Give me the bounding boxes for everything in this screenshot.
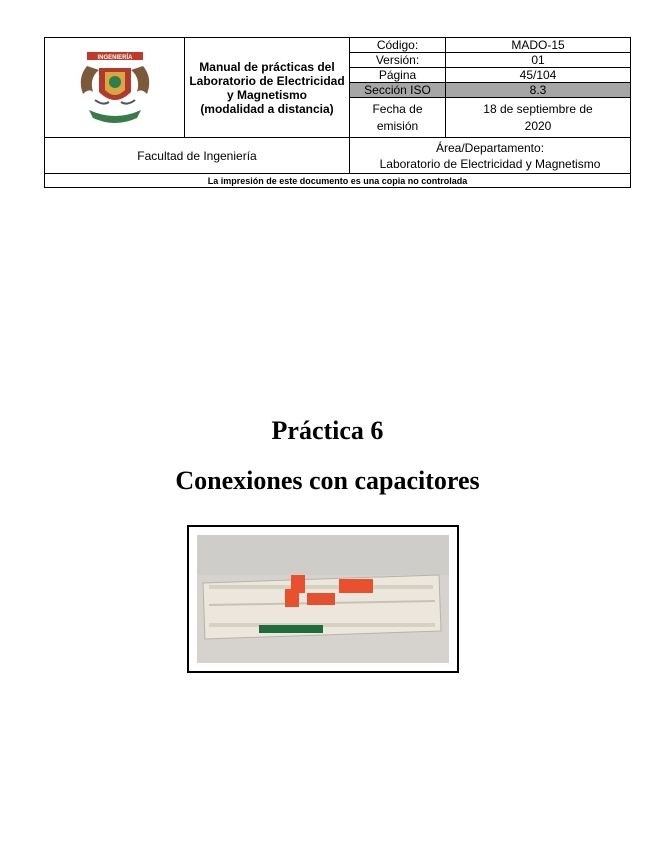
area-value: Laboratorio de Electricidad y Magnetismo bbox=[379, 156, 601, 171]
logo-text: INGENIERÍA bbox=[96, 54, 133, 61]
codigo-label: Código: bbox=[350, 38, 446, 53]
fecha-label-line-2: emisión bbox=[376, 118, 419, 133]
title-line-1: Manual de prácticas del bbox=[199, 59, 335, 74]
document-header bbox=[44, 37, 631, 188]
unam-engineering-logo-cell bbox=[45, 38, 185, 138]
fecha-value-line-2: 2020 bbox=[524, 118, 552, 133]
codigo-value: MADO-15 bbox=[446, 38, 631, 53]
seccion-iso-value: 8.3 bbox=[446, 83, 631, 98]
version-label: Versión: bbox=[350, 53, 446, 68]
area-label: Área/Departamento: bbox=[435, 140, 545, 155]
faculty-logo-icon bbox=[75, 48, 155, 128]
title-line-2: Laboratorio de Electricidad bbox=[189, 73, 345, 88]
title-line-4: (modalidad a distancia) bbox=[200, 101, 334, 116]
breadboard-photo bbox=[189, 527, 457, 671]
pagina-value: 45/104 bbox=[446, 68, 631, 83]
title-line-3: y Magnetismo bbox=[226, 87, 307, 102]
fecha-label-line-1: Fecha de bbox=[372, 101, 423, 116]
disclaimer: La impresión de este documento es una copia no controlada bbox=[45, 174, 631, 188]
pagina-label: Página bbox=[350, 68, 446, 83]
practice-title: Conexiones con capacitores bbox=[175, 466, 480, 495]
fecha-emision-label bbox=[350, 98, 446, 138]
version-value: 01 bbox=[446, 53, 631, 68]
fecha-value-line-1: 18 de septiembre de bbox=[483, 101, 593, 116]
facultad-cell: Facultad de Ingeniería bbox=[45, 138, 350, 174]
area-cell bbox=[350, 138, 631, 174]
fecha-emision-value bbox=[446, 98, 631, 138]
figure-frame bbox=[187, 525, 459, 673]
practice-number: Práctica 6 bbox=[271, 416, 384, 445]
manual-title bbox=[185, 38, 350, 138]
seccion-iso-label: Sección ISO bbox=[350, 83, 446, 98]
